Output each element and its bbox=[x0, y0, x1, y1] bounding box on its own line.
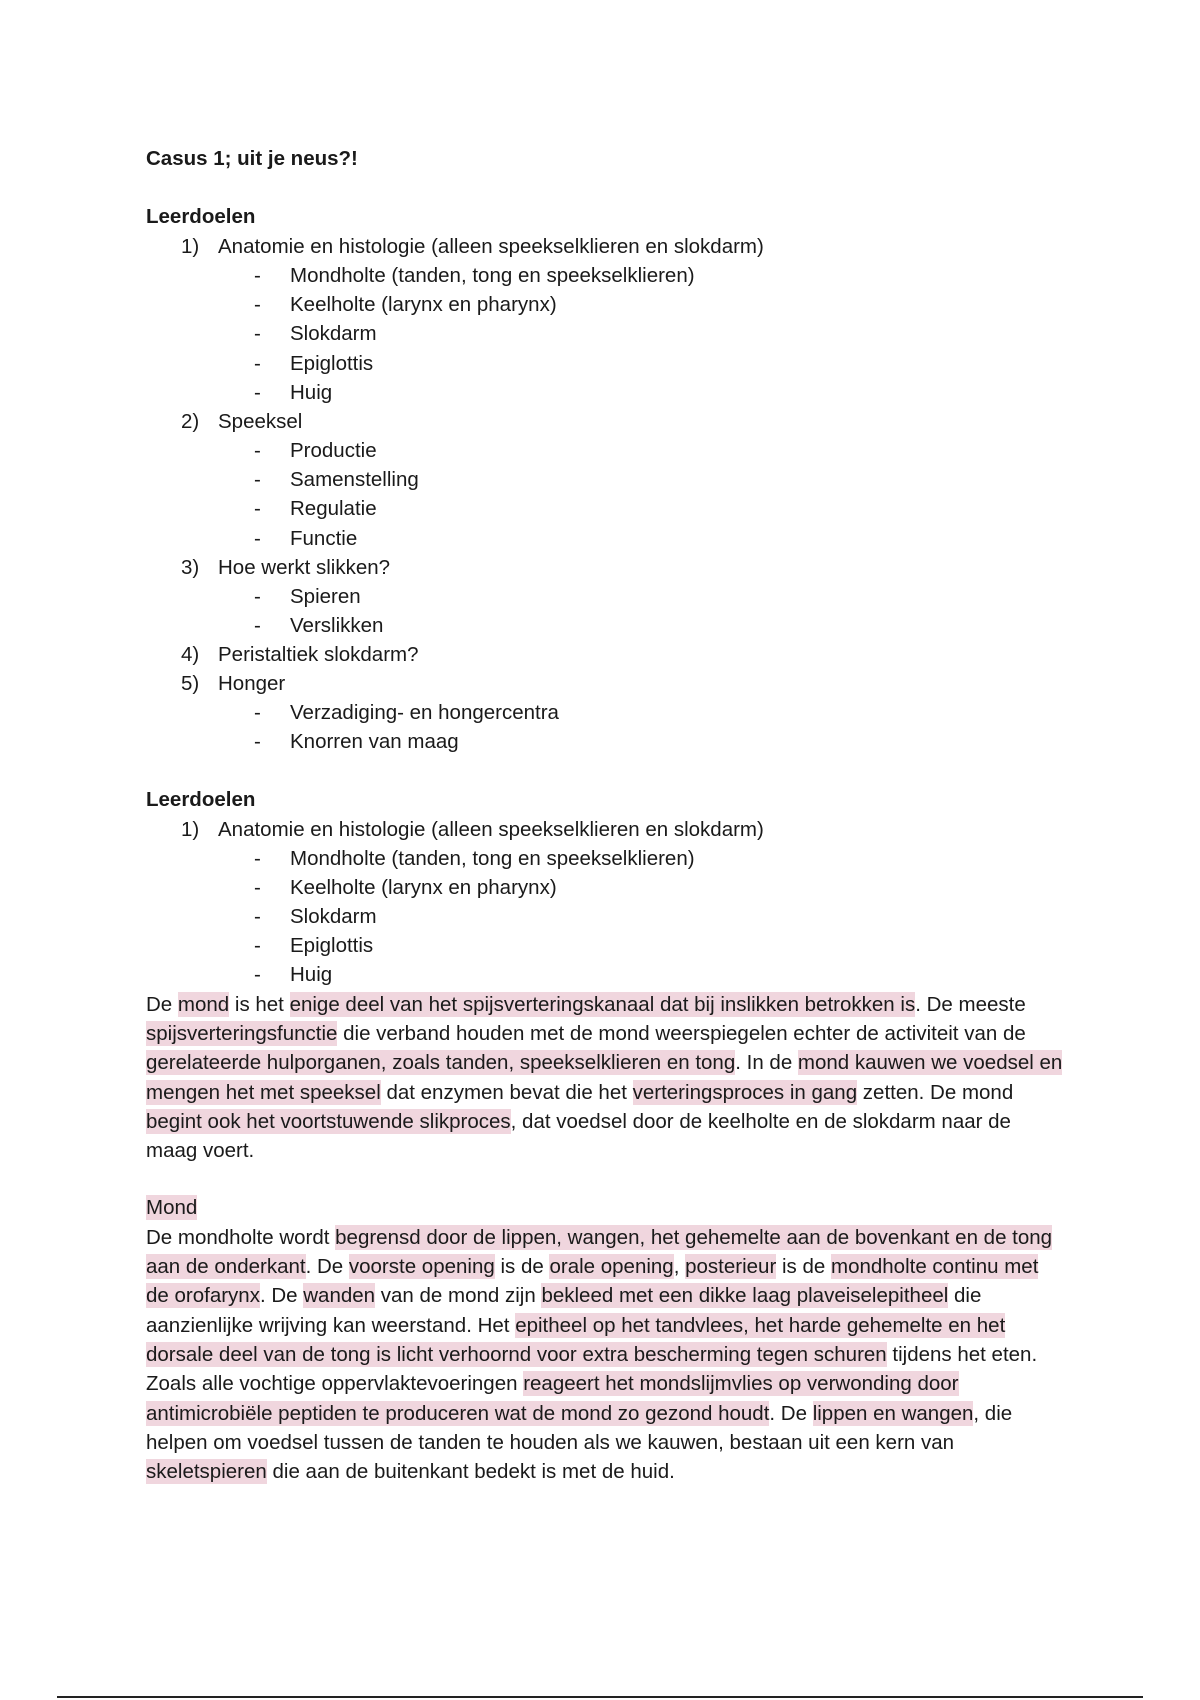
sub-goal-text: Regulatie bbox=[290, 497, 377, 521]
sub-goal-item bbox=[146, 494, 1066, 523]
dash-bullet: - bbox=[254, 293, 261, 317]
text-run: zetten. De mond bbox=[857, 1080, 1014, 1104]
highlighted-text: mond bbox=[177, 992, 230, 1016]
mond-paragraph bbox=[146, 1223, 1066, 1487]
text-run: is het bbox=[229, 992, 290, 1016]
mond-heading-text: Mond bbox=[146, 1196, 198, 1220]
highlighted-text: wanden bbox=[303, 1284, 376, 1308]
dash-bullet: - bbox=[254, 846, 261, 870]
text-run: is de bbox=[776, 1255, 831, 1279]
learning-goal-item bbox=[146, 640, 1066, 669]
sub-goal-item bbox=[146, 349, 1066, 378]
dash-bullet: - bbox=[254, 322, 261, 346]
dash-bullet: - bbox=[254, 439, 261, 463]
sub-goal-text: Spieren bbox=[290, 584, 361, 608]
sub-goal-text: Epiglottis bbox=[290, 351, 374, 375]
sub-goal-item bbox=[146, 465, 1066, 494]
document-title: Casus 1; uit je neus?! bbox=[146, 147, 358, 170]
highlighted-text: verteringsproces in gang bbox=[632, 1080, 858, 1104]
sub-goal-text: Verzadiging- en hongercentra bbox=[290, 701, 559, 725]
text-run: . De meeste bbox=[915, 992, 1026, 1016]
sub-goal-item bbox=[146, 261, 1066, 290]
text-run: die aan de buitenkant bedekt is met de huid. bbox=[266, 1460, 675, 1484]
page-footer-rule bbox=[57, 1696, 1143, 1698]
goal-number: 4) bbox=[181, 643, 200, 667]
sub-goal-item bbox=[146, 698, 1066, 727]
dash-bullet: - bbox=[254, 963, 261, 987]
goal-number: 1) bbox=[181, 235, 200, 258]
intro-paragraph bbox=[146, 990, 1066, 1166]
dash-bullet: - bbox=[254, 584, 261, 608]
sub-goal-text: Verslikken bbox=[290, 614, 384, 638]
highlighted-text: mondholte continu met de orofarynx bbox=[146, 1255, 1039, 1308]
learning-goal-item bbox=[146, 669, 1066, 756]
dash-bullet: - bbox=[254, 701, 261, 725]
sub-goal-text: Huig bbox=[290, 963, 333, 987]
learning-goals-blocks bbox=[146, 202, 1066, 990]
sub-goal-item bbox=[146, 378, 1066, 407]
sub-goal-text: Huig bbox=[290, 380, 333, 404]
text-run: De bbox=[146, 992, 178, 1016]
sub-goal-list bbox=[218, 698, 1066, 756]
sub-goal-text: Samenstelling bbox=[290, 468, 419, 492]
goal-text: Anatomie en histologie (alleen speekselklieren en slokdarm) bbox=[218, 235, 764, 258]
sub-goal-list bbox=[218, 436, 1066, 553]
sub-goal-text: Mondholte (tanden, tong en speekselklieren) bbox=[290, 264, 695, 287]
learning-goal-item bbox=[146, 553, 1066, 640]
dash-bullet: - bbox=[254, 875, 261, 899]
learning-goal-item bbox=[146, 815, 1066, 990]
sub-goal-item bbox=[146, 727, 1066, 756]
text-run: . De bbox=[769, 1401, 813, 1425]
text-run: . De bbox=[259, 1284, 304, 1308]
dash-bullet: - bbox=[254, 934, 261, 958]
text-run: , dat voedsel door de keelholte en de slokdarm naar de maag voert. bbox=[146, 1109, 1011, 1163]
section-heading: Leerdoelen bbox=[146, 205, 256, 228]
goal-text: Peristaltiek slokdarm? bbox=[218, 643, 419, 667]
goal-number: 5) bbox=[181, 672, 200, 696]
sub-goal-item bbox=[146, 290, 1066, 319]
text-run: is de bbox=[494, 1255, 550, 1279]
text-run: die aanzienlijke wrijving kan weerstand. Het bbox=[146, 1284, 982, 1337]
sub-goal-item bbox=[146, 524, 1066, 553]
text-run: . In de bbox=[735, 1051, 798, 1075]
text-run: De mondholte wordt bbox=[146, 1225, 336, 1249]
learning-goals-list bbox=[146, 232, 1066, 757]
sub-goal-text: Keelholte (larynx en pharynx) bbox=[290, 293, 557, 317]
mond-heading bbox=[146, 1193, 1066, 1222]
learning-goals-list bbox=[146, 815, 1066, 990]
sub-goal-text: Slokdarm bbox=[290, 905, 377, 929]
sub-goal-item bbox=[146, 319, 1066, 348]
sub-goal-item bbox=[146, 582, 1066, 611]
sub-goal-text: Keelholte (larynx en pharynx) bbox=[290, 875, 557, 899]
dash-bullet: - bbox=[254, 264, 261, 287]
document-page bbox=[146, 144, 1066, 1486]
text-run: dat enzymen bevat die het bbox=[380, 1080, 633, 1104]
text-run: , bbox=[673, 1255, 686, 1279]
sub-goal-list bbox=[218, 844, 1066, 990]
sub-goal-item bbox=[146, 844, 1066, 873]
sub-goal-text: Epiglottis bbox=[290, 934, 374, 958]
highlighted-text: begrensd door de lippen, wangen, het gehemelte aan de bovenkant en de tong aan de onderkant bbox=[146, 1225, 1053, 1279]
dash-bullet: - bbox=[254, 730, 261, 754]
highlighted-text: posterieur bbox=[685, 1255, 777, 1279]
learning-goal-item bbox=[146, 232, 1066, 407]
text-run: tijdens het eten. Zoals alle vochtige oppervlaktevoeringen bbox=[146, 1342, 1038, 1396]
spacer bbox=[146, 757, 1066, 785]
highlighted-text: voorste opening bbox=[348, 1255, 495, 1279]
sub-goal-text: Slokdarm bbox=[290, 322, 377, 346]
highlighted-text: bekleed met een dikke laag plaveiselepitheel bbox=[541, 1284, 949, 1308]
learning-goal-item bbox=[146, 407, 1066, 553]
goal-number: 3) bbox=[181, 555, 200, 579]
highlighted-text: orale opening bbox=[549, 1255, 674, 1279]
highlighted-text: gerelateerde hulporganen, zoals tanden, speekselklieren en tong bbox=[146, 1051, 736, 1075]
sub-goal-item bbox=[146, 931, 1066, 960]
sub-goal-item bbox=[146, 611, 1066, 640]
goal-number: 2) bbox=[181, 410, 200, 434]
highlighted-text: enige deel van het spijsverteringskanaal dat bij inslikken betrokken is bbox=[289, 992, 916, 1016]
sub-goal-text: Knorren van maag bbox=[290, 730, 459, 754]
section-heading: Leerdoelen bbox=[146, 787, 256, 811]
highlighted-text: skeletspieren bbox=[146, 1460, 267, 1484]
sub-goal-list bbox=[218, 261, 1066, 407]
sub-goal-list bbox=[218, 582, 1066, 640]
highlighted-text: epitheel op het tandvlees, het harde gehemelte en het dorsale deel van de tong is licht verhoornd voor extra bescherming tegen schuren bbox=[146, 1313, 1006, 1366]
sub-goal-text: Mondholte (tanden, tong en speekselklieren) bbox=[290, 846, 695, 870]
goal-text: Hoe werkt slikken? bbox=[218, 555, 391, 579]
goal-text: Anatomie en histologie (alleen speekselklieren en slokdarm) bbox=[218, 817, 764, 841]
dash-bullet: - bbox=[254, 380, 261, 404]
sub-goal-item bbox=[146, 902, 1066, 931]
highlighted-text: begint ook het voortstuwende slikproces bbox=[146, 1109, 511, 1133]
sub-goal-text: Productie bbox=[290, 439, 377, 463]
spacer bbox=[146, 1165, 1066, 1193]
dash-bullet: - bbox=[254, 351, 261, 375]
text-run: van de mond zijn bbox=[375, 1284, 542, 1308]
highlighted-text: reageert het mondslijmvlies op verwonding door antimicrobiële peptiden te produceren wat de mond zo gezond houdt bbox=[146, 1372, 959, 1425]
dash-bullet: - bbox=[254, 497, 261, 521]
sub-goal-item bbox=[146, 873, 1066, 902]
sub-goal-text: Functie bbox=[290, 526, 358, 550]
dash-bullet: - bbox=[254, 468, 261, 492]
goal-text: Speeksel bbox=[218, 410, 303, 434]
sub-goal-item bbox=[146, 436, 1066, 465]
text-run: die verband houden met de mond weerspiegelen echter de activiteit van de bbox=[337, 1021, 1026, 1045]
dash-bullet: - bbox=[254, 526, 261, 550]
highlighted-text: spijsverteringsfunctie bbox=[146, 1021, 338, 1045]
dash-bullet: - bbox=[254, 905, 261, 929]
highlighted-text: lippen en wangen bbox=[812, 1401, 974, 1425]
goal-text: Honger bbox=[218, 672, 286, 696]
spacer bbox=[146, 174, 1066, 202]
goal-number: 1) bbox=[181, 817, 200, 841]
dash-bullet: - bbox=[254, 614, 261, 638]
text-run: , die helpen om voedsel tussen de tanden te houden als we kauwen, bestaan uit een kern van bbox=[146, 1401, 1013, 1454]
text-run: . De bbox=[305, 1255, 349, 1279]
highlighted-text: mond kauwen we voedsel en mengen het met speeksel bbox=[146, 1051, 1063, 1104]
sub-goal-item bbox=[146, 960, 1066, 989]
